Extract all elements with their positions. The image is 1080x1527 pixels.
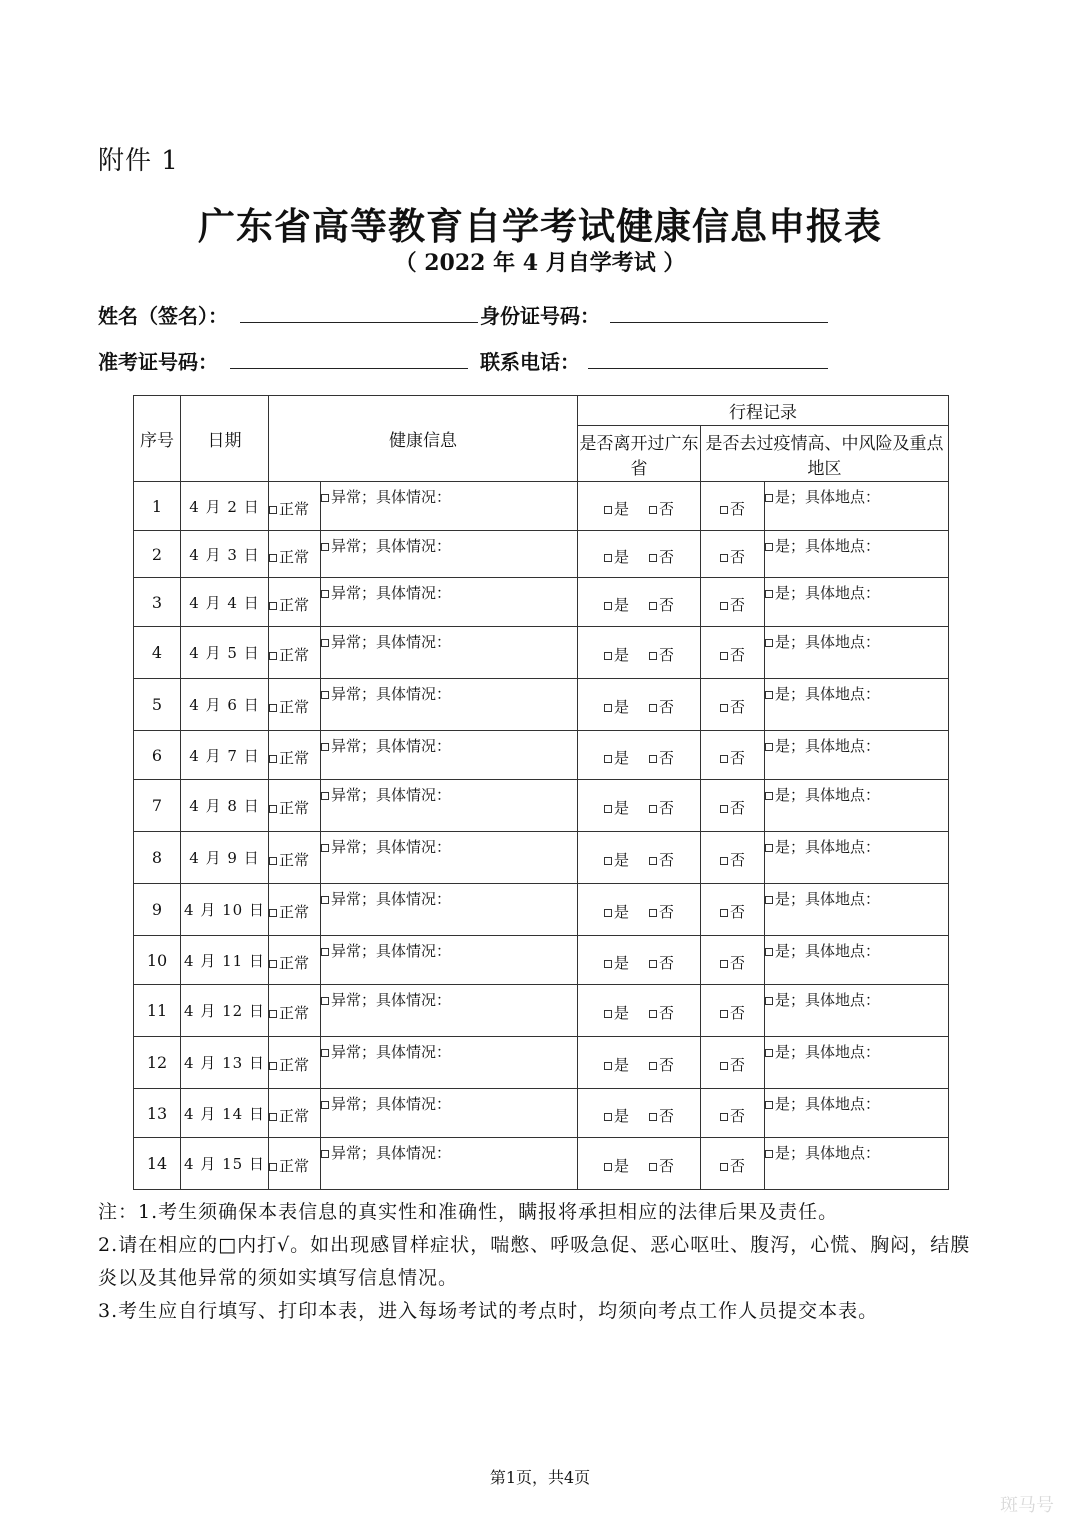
left-gd-no[interactable]: 否	[649, 952, 674, 973]
checkbox-icon[interactable]	[269, 1010, 277, 1018]
name-label: 姓名（签名）：	[98, 304, 228, 328]
table-row	[134, 1089, 949, 1138]
checkbox-icon[interactable]	[720, 857, 728, 865]
left-gd-yes[interactable]: 是	[604, 546, 629, 567]
name-field[interactable]	[240, 300, 478, 323]
checkbox-icon[interactable]	[649, 805, 657, 813]
health-abnormal-option[interactable]: 异常；具体情况：	[321, 832, 578, 884]
row-seq: 1	[134, 482, 181, 531]
checkbox-icon[interactable]	[765, 948, 773, 956]
checkbox-icon[interactable]	[720, 554, 728, 562]
checkbox-icon[interactable]	[604, 602, 612, 610]
table-row	[134, 679, 949, 731]
checkbox-icon[interactable]	[765, 639, 773, 647]
health-abnormal-option[interactable]: 异常；具体情况：	[321, 985, 578, 1037]
checkbox-icon[interactable]	[649, 960, 657, 968]
form-subtitle: （ 2022 年 4 月自学考试 ）	[394, 250, 686, 276]
checkbox-icon[interactable]	[720, 704, 728, 712]
left-gd-yes[interactable]: 是	[604, 1155, 629, 1176]
left-gd-yes[interactable]: 是	[604, 1054, 629, 1075]
exam-number-label: 准考证号码：	[98, 350, 218, 374]
row-seq: 8	[134, 832, 181, 884]
row-date: 4 月 4 日	[181, 578, 269, 627]
checkbox-icon[interactable]	[720, 1113, 728, 1121]
health-abnormal-option[interactable]: 异常；具体情况：	[321, 936, 578, 985]
row-date: 4 月 14 日	[181, 1089, 269, 1138]
health-abnormal-option[interactable]: 异常；具体情况：	[321, 1037, 578, 1089]
left-gd-yes[interactable]: 是	[604, 1002, 629, 1023]
checkbox-icon[interactable]	[269, 960, 277, 968]
table-row	[134, 884, 949, 936]
left-gd-options	[578, 832, 701, 884]
row-date: 4 月 15 日	[181, 1138, 269, 1190]
checkbox-icon[interactable]	[321, 743, 329, 751]
checkbox-icon[interactable]	[269, 506, 277, 514]
left-gd-options	[578, 985, 701, 1037]
left-gd-no[interactable]: 否	[649, 1105, 674, 1126]
table-row	[134, 832, 949, 884]
left-gd-options	[578, 731, 701, 780]
header-left-guangdong: 是否离开过广东省	[578, 426, 701, 482]
checkbox-icon[interactable]	[321, 691, 329, 699]
risk-area-no[interactable]: 否	[701, 884, 765, 936]
header-seq: 序号	[134, 396, 181, 482]
checkbox-icon[interactable]	[321, 948, 329, 956]
checkbox-icon[interactable]	[720, 506, 728, 514]
health-normal-option[interactable]: 正常	[269, 1037, 321, 1089]
header-risk-area: 是否去过疫情高、中风险及重点地区	[701, 426, 949, 482]
checkbox-icon[interactable]	[765, 844, 773, 852]
checkbox-icon[interactable]	[649, 1163, 657, 1171]
checkbox-icon[interactable]	[649, 1010, 657, 1018]
health-abnormal-option[interactable]: 异常；具体情况：	[321, 884, 578, 936]
checkbox-icon[interactable]	[720, 602, 728, 610]
checkbox-icon[interactable]	[321, 639, 329, 647]
checkbox-icon[interactable]	[604, 554, 612, 562]
phone-label: 联系电话：	[480, 350, 580, 374]
risk-area-no[interactable]: 否	[701, 832, 765, 884]
health-normal-option[interactable]: 正常	[269, 627, 321, 679]
checkbox-icon[interactable]	[269, 1062, 277, 1070]
checkbox-icon[interactable]	[720, 652, 728, 660]
checkbox-icon[interactable]	[321, 844, 329, 852]
row-seq: 11	[134, 985, 181, 1037]
checkbox-icon[interactable]	[604, 1113, 612, 1121]
table-row	[134, 482, 949, 531]
health-normal-option[interactable]: 正常	[269, 1138, 321, 1190]
row-date: 4 月 9 日	[181, 832, 269, 884]
checkbox-icon[interactable]	[604, 1062, 612, 1070]
attachment-label: 附件 1	[98, 146, 179, 176]
health-normal-option[interactable]: 正常	[269, 731, 321, 780]
page-footer: 第1页，共4页	[489, 1468, 591, 1487]
risk-area-no[interactable]: 否	[701, 531, 765, 578]
header-itinerary: 行程记录	[578, 396, 949, 426]
checkbox-icon[interactable]	[321, 792, 329, 800]
left-gd-no[interactable]: 否	[649, 747, 674, 768]
row-seq: 12	[134, 1037, 181, 1089]
checkbox-icon[interactable]	[720, 1163, 728, 1171]
health-normal-option[interactable]: 正常	[269, 985, 321, 1037]
risk-area-no[interactable]: 否	[701, 627, 765, 679]
checkbox-icon[interactable]	[765, 743, 773, 751]
checkbox-icon[interactable]	[269, 704, 277, 712]
checkbox-icon[interactable]	[765, 543, 773, 551]
left-gd-yes[interactable]: 是	[604, 644, 629, 665]
checkbox-icon[interactable]	[604, 909, 612, 917]
left-gd-no[interactable]: 否	[649, 696, 674, 717]
checkbox-icon[interactable]	[765, 997, 773, 1005]
left-gd-options	[578, 1037, 701, 1089]
risk-area-no[interactable]: 否	[701, 578, 765, 627]
risk-area-yes[interactable]: 是；具体地点：	[765, 832, 949, 884]
id-number-label: 身份证号码：	[480, 304, 600, 328]
checkbox-icon[interactable]	[720, 909, 728, 917]
checkbox-icon[interactable]	[269, 554, 277, 562]
left-gd-no[interactable]: 否	[649, 594, 674, 615]
left-gd-no[interactable]: 否	[649, 1155, 674, 1176]
checkbox-icon[interactable]	[269, 755, 277, 763]
checkbox-icon[interactable]	[649, 602, 657, 610]
health-normal-option[interactable]: 正常	[269, 679, 321, 731]
checkbox-icon[interactable]	[604, 1163, 612, 1171]
checkbox-icon[interactable]	[321, 896, 329, 904]
row-seq: 9	[134, 884, 181, 936]
health-declaration-table	[133, 395, 949, 1190]
checkbox-icon[interactable]	[649, 857, 657, 865]
risk-area-yes[interactable]: 是；具体地点：	[765, 731, 949, 780]
checkbox-icon[interactable]	[269, 805, 277, 813]
left-gd-options	[578, 1089, 701, 1138]
note-2: 2.请在相应的□内打√。如出现感冒样症状，喘憋、呼吸急促、恶心呕吐、腹泻，心慌、胸闷，结膜炎以及其他异常的须如实填写信息情况。	[98, 1234, 971, 1289]
left-gd-yes[interactable]: 是	[604, 696, 629, 717]
form-title: 广东省高等教育自学考试健康信息申报表	[198, 204, 882, 248]
checkbox-icon[interactable]	[604, 1010, 612, 1018]
table-row	[134, 1138, 949, 1190]
exam-number-field[interactable]	[230, 346, 468, 369]
checkbox-icon[interactable]	[649, 755, 657, 763]
left-gd-options	[578, 936, 701, 985]
checkbox-icon[interactable]	[269, 1113, 277, 1121]
checkbox-icon[interactable]	[321, 1049, 329, 1057]
risk-area-no[interactable]: 否	[701, 985, 765, 1037]
checkbox-icon[interactable]	[765, 896, 773, 904]
header-date: 日期	[181, 396, 269, 482]
checkbox-icon[interactable]	[269, 857, 277, 865]
left-gd-yes[interactable]: 是	[604, 498, 629, 519]
risk-area-no[interactable]: 否	[701, 1138, 765, 1190]
checkbox-icon[interactable]	[765, 1101, 773, 1109]
note-3: 3.考生应自行填写、打印本表，进入每场考试的考点时，均须向考点工作人员提交本表。	[98, 1300, 879, 1322]
health-abnormal-option[interactable]: 异常；具体情况：	[321, 531, 578, 578]
table-row	[134, 531, 949, 578]
checkbox-icon[interactable]	[321, 997, 329, 1005]
checkbox-icon[interactable]	[604, 652, 612, 660]
row-date: 4 月 11 日	[181, 936, 269, 985]
checkbox-icon[interactable]	[604, 960, 612, 968]
row-date: 4 月 6 日	[181, 679, 269, 731]
note-1: 注：1.考生须确保本表信息的真实性和准确性，瞒报将承担相应的法律后果及责任。	[98, 1201, 839, 1223]
checkbox-icon[interactable]	[649, 1062, 657, 1070]
health-abnormal-option[interactable]: 异常；具体情况：	[321, 627, 578, 679]
risk-area-yes[interactable]: 是；具体地点：	[765, 1138, 949, 1190]
checkbox-icon[interactable]	[765, 494, 773, 502]
left-gd-options	[578, 482, 701, 531]
row-date: 4 月 5 日	[181, 627, 269, 679]
health-normal-option[interactable]: 正常	[269, 780, 321, 832]
left-gd-no[interactable]: 否	[649, 901, 674, 922]
health-normal-option[interactable]: 正常	[269, 531, 321, 578]
risk-area-yes[interactable]: 是；具体地点：	[765, 679, 949, 731]
left-gd-options	[578, 531, 701, 578]
left-gd-no[interactable]: 否	[649, 1002, 674, 1023]
risk-area-yes[interactable]: 是；具体地点：	[765, 531, 949, 578]
left-gd-options	[578, 578, 701, 627]
checkbox-icon[interactable]	[649, 909, 657, 917]
row-date: 4 月 13 日	[181, 1037, 269, 1089]
checkbox-icon[interactable]	[649, 506, 657, 514]
checkbox-icon[interactable]	[765, 590, 773, 598]
left-gd-no[interactable]: 否	[649, 498, 674, 519]
row-seq: 2	[134, 531, 181, 578]
checkbox-icon[interactable]	[720, 805, 728, 813]
left-gd-no[interactable]: 否	[649, 546, 674, 567]
checkbox-icon[interactable]	[649, 554, 657, 562]
health-abnormal-option[interactable]: 异常；具体情况：	[321, 1089, 578, 1138]
risk-area-yes[interactable]: 是；具体地点：	[765, 578, 949, 627]
risk-area-no[interactable]: 否	[701, 731, 765, 780]
risk-area-yes[interactable]: 是；具体地点：	[765, 627, 949, 679]
row-date: 4 月 7 日	[181, 731, 269, 780]
id-number-field[interactable]	[610, 300, 828, 323]
left-gd-yes[interactable]: 是	[604, 747, 629, 768]
checkbox-icon[interactable]	[649, 704, 657, 712]
left-gd-yes[interactable]: 是	[604, 594, 629, 615]
table-row	[134, 731, 949, 780]
header-health: 健康信息	[269, 396, 578, 482]
left-gd-options	[578, 1138, 701, 1190]
checkbox-icon[interactable]	[604, 755, 612, 763]
checkbox-icon[interactable]	[321, 590, 329, 598]
left-gd-options	[578, 780, 701, 832]
health-abnormal-option[interactable]: 异常；具体情况：	[321, 780, 578, 832]
checkbox-icon[interactable]	[649, 652, 657, 660]
table-row	[134, 578, 949, 627]
checkbox-icon[interactable]	[604, 704, 612, 712]
left-gd-yes[interactable]: 是	[604, 952, 629, 973]
left-gd-yes[interactable]: 是	[604, 849, 629, 870]
left-gd-yes[interactable]: 是	[604, 901, 629, 922]
health-abnormal-option[interactable]: 异常；具体情况：	[321, 578, 578, 627]
table-row	[134, 985, 949, 1037]
row-date: 4 月 12 日	[181, 985, 269, 1037]
left-gd-no[interactable]: 否	[649, 849, 674, 870]
left-gd-no[interactable]: 否	[649, 644, 674, 665]
row-date: 4 月 3 日	[181, 531, 269, 578]
table-row	[134, 1037, 949, 1089]
checkbox-icon[interactable]	[269, 652, 277, 660]
left-gd-yes[interactable]: 是	[604, 1105, 629, 1126]
checkbox-icon[interactable]	[720, 1010, 728, 1018]
health-normal-option[interactable]: 正常	[269, 884, 321, 936]
row-seq: 7	[134, 780, 181, 832]
row-seq: 3	[134, 578, 181, 627]
watermark: 斑马号	[1000, 1495, 1054, 1516]
row-date: 4 月 2 日	[181, 482, 269, 531]
table-row	[134, 780, 949, 832]
checkbox-icon[interactable]	[604, 506, 612, 514]
checkbox-icon[interactable]	[604, 805, 612, 813]
checkbox-icon[interactable]	[269, 1163, 277, 1171]
risk-area-yes[interactable]: 是；具体地点：	[765, 780, 949, 832]
phone-field[interactable]	[588, 346, 828, 369]
risk-area-no[interactable]: 否	[701, 1089, 765, 1138]
checkbox-icon[interactable]	[321, 1101, 329, 1109]
checkbox-icon[interactable]	[269, 602, 277, 610]
checkbox-icon[interactable]	[765, 1150, 773, 1158]
row-seq: 14	[134, 1138, 181, 1190]
table-row	[134, 627, 949, 679]
left-gd-yes[interactable]: 是	[604, 797, 629, 818]
left-gd-options	[578, 627, 701, 679]
checkbox-icon[interactable]	[321, 543, 329, 551]
risk-area-yes[interactable]: 是；具体地点：	[765, 936, 949, 985]
risk-area-yes[interactable]: 是；具体地点：	[765, 1089, 949, 1138]
checkbox-icon[interactable]	[321, 1150, 329, 1158]
table-row	[134, 936, 949, 985]
health-normal-option[interactable]: 正常	[269, 482, 321, 531]
health-abnormal-option[interactable]: 异常；具体情况：	[321, 731, 578, 780]
risk-area-yes[interactable]: 是；具体地点：	[765, 482, 949, 531]
notes	[98, 1196, 978, 1328]
row-seq: 4	[134, 627, 181, 679]
row-seq: 13	[134, 1089, 181, 1138]
risk-area-no[interactable]: 否	[701, 936, 765, 985]
health-normal-option[interactable]: 正常	[269, 1089, 321, 1138]
checkbox-icon[interactable]	[649, 1113, 657, 1121]
row-seq: 5	[134, 679, 181, 731]
left-gd-no[interactable]: 否	[649, 797, 674, 818]
checkbox-icon[interactable]	[321, 494, 329, 502]
health-normal-option[interactable]: 正常	[269, 578, 321, 627]
checkbox-icon[interactable]	[765, 792, 773, 800]
risk-area-no[interactable]: 否	[701, 679, 765, 731]
risk-area-no[interactable]: 否	[701, 482, 765, 531]
checkbox-icon[interactable]	[765, 1049, 773, 1057]
checkbox-icon[interactable]	[269, 909, 277, 917]
risk-area-yes[interactable]: 是；具体地点：	[765, 985, 949, 1037]
checkbox-icon[interactable]	[604, 857, 612, 865]
row-date: 4 月 8 日	[181, 780, 269, 832]
left-gd-no[interactable]: 否	[649, 1054, 674, 1075]
health-abnormal-option[interactable]: 异常；具体情况：	[321, 679, 578, 731]
health-normal-option[interactable]: 正常	[269, 832, 321, 884]
row-seq: 10	[134, 936, 181, 985]
risk-area-no[interactable]: 否	[701, 1037, 765, 1089]
health-abnormal-option[interactable]: 异常；具体情况：	[321, 482, 578, 531]
checkbox-icon[interactable]	[720, 755, 728, 763]
left-gd-options	[578, 884, 701, 936]
left-gd-options	[578, 679, 701, 731]
checkbox-icon[interactable]	[765, 691, 773, 699]
row-seq: 6	[134, 731, 181, 780]
row-date: 4 月 10 日	[181, 884, 269, 936]
checkbox-icon[interactable]	[720, 960, 728, 968]
health-abnormal-option[interactable]: 异常；具体情况：	[321, 1138, 578, 1190]
checkbox-icon[interactable]	[720, 1062, 728, 1070]
risk-area-yes[interactable]: 是；具体地点：	[765, 1037, 949, 1089]
risk-area-no[interactable]: 否	[701, 780, 765, 832]
health-normal-option[interactable]: 正常	[269, 936, 321, 985]
risk-area-yes[interactable]: 是；具体地点：	[765, 884, 949, 936]
